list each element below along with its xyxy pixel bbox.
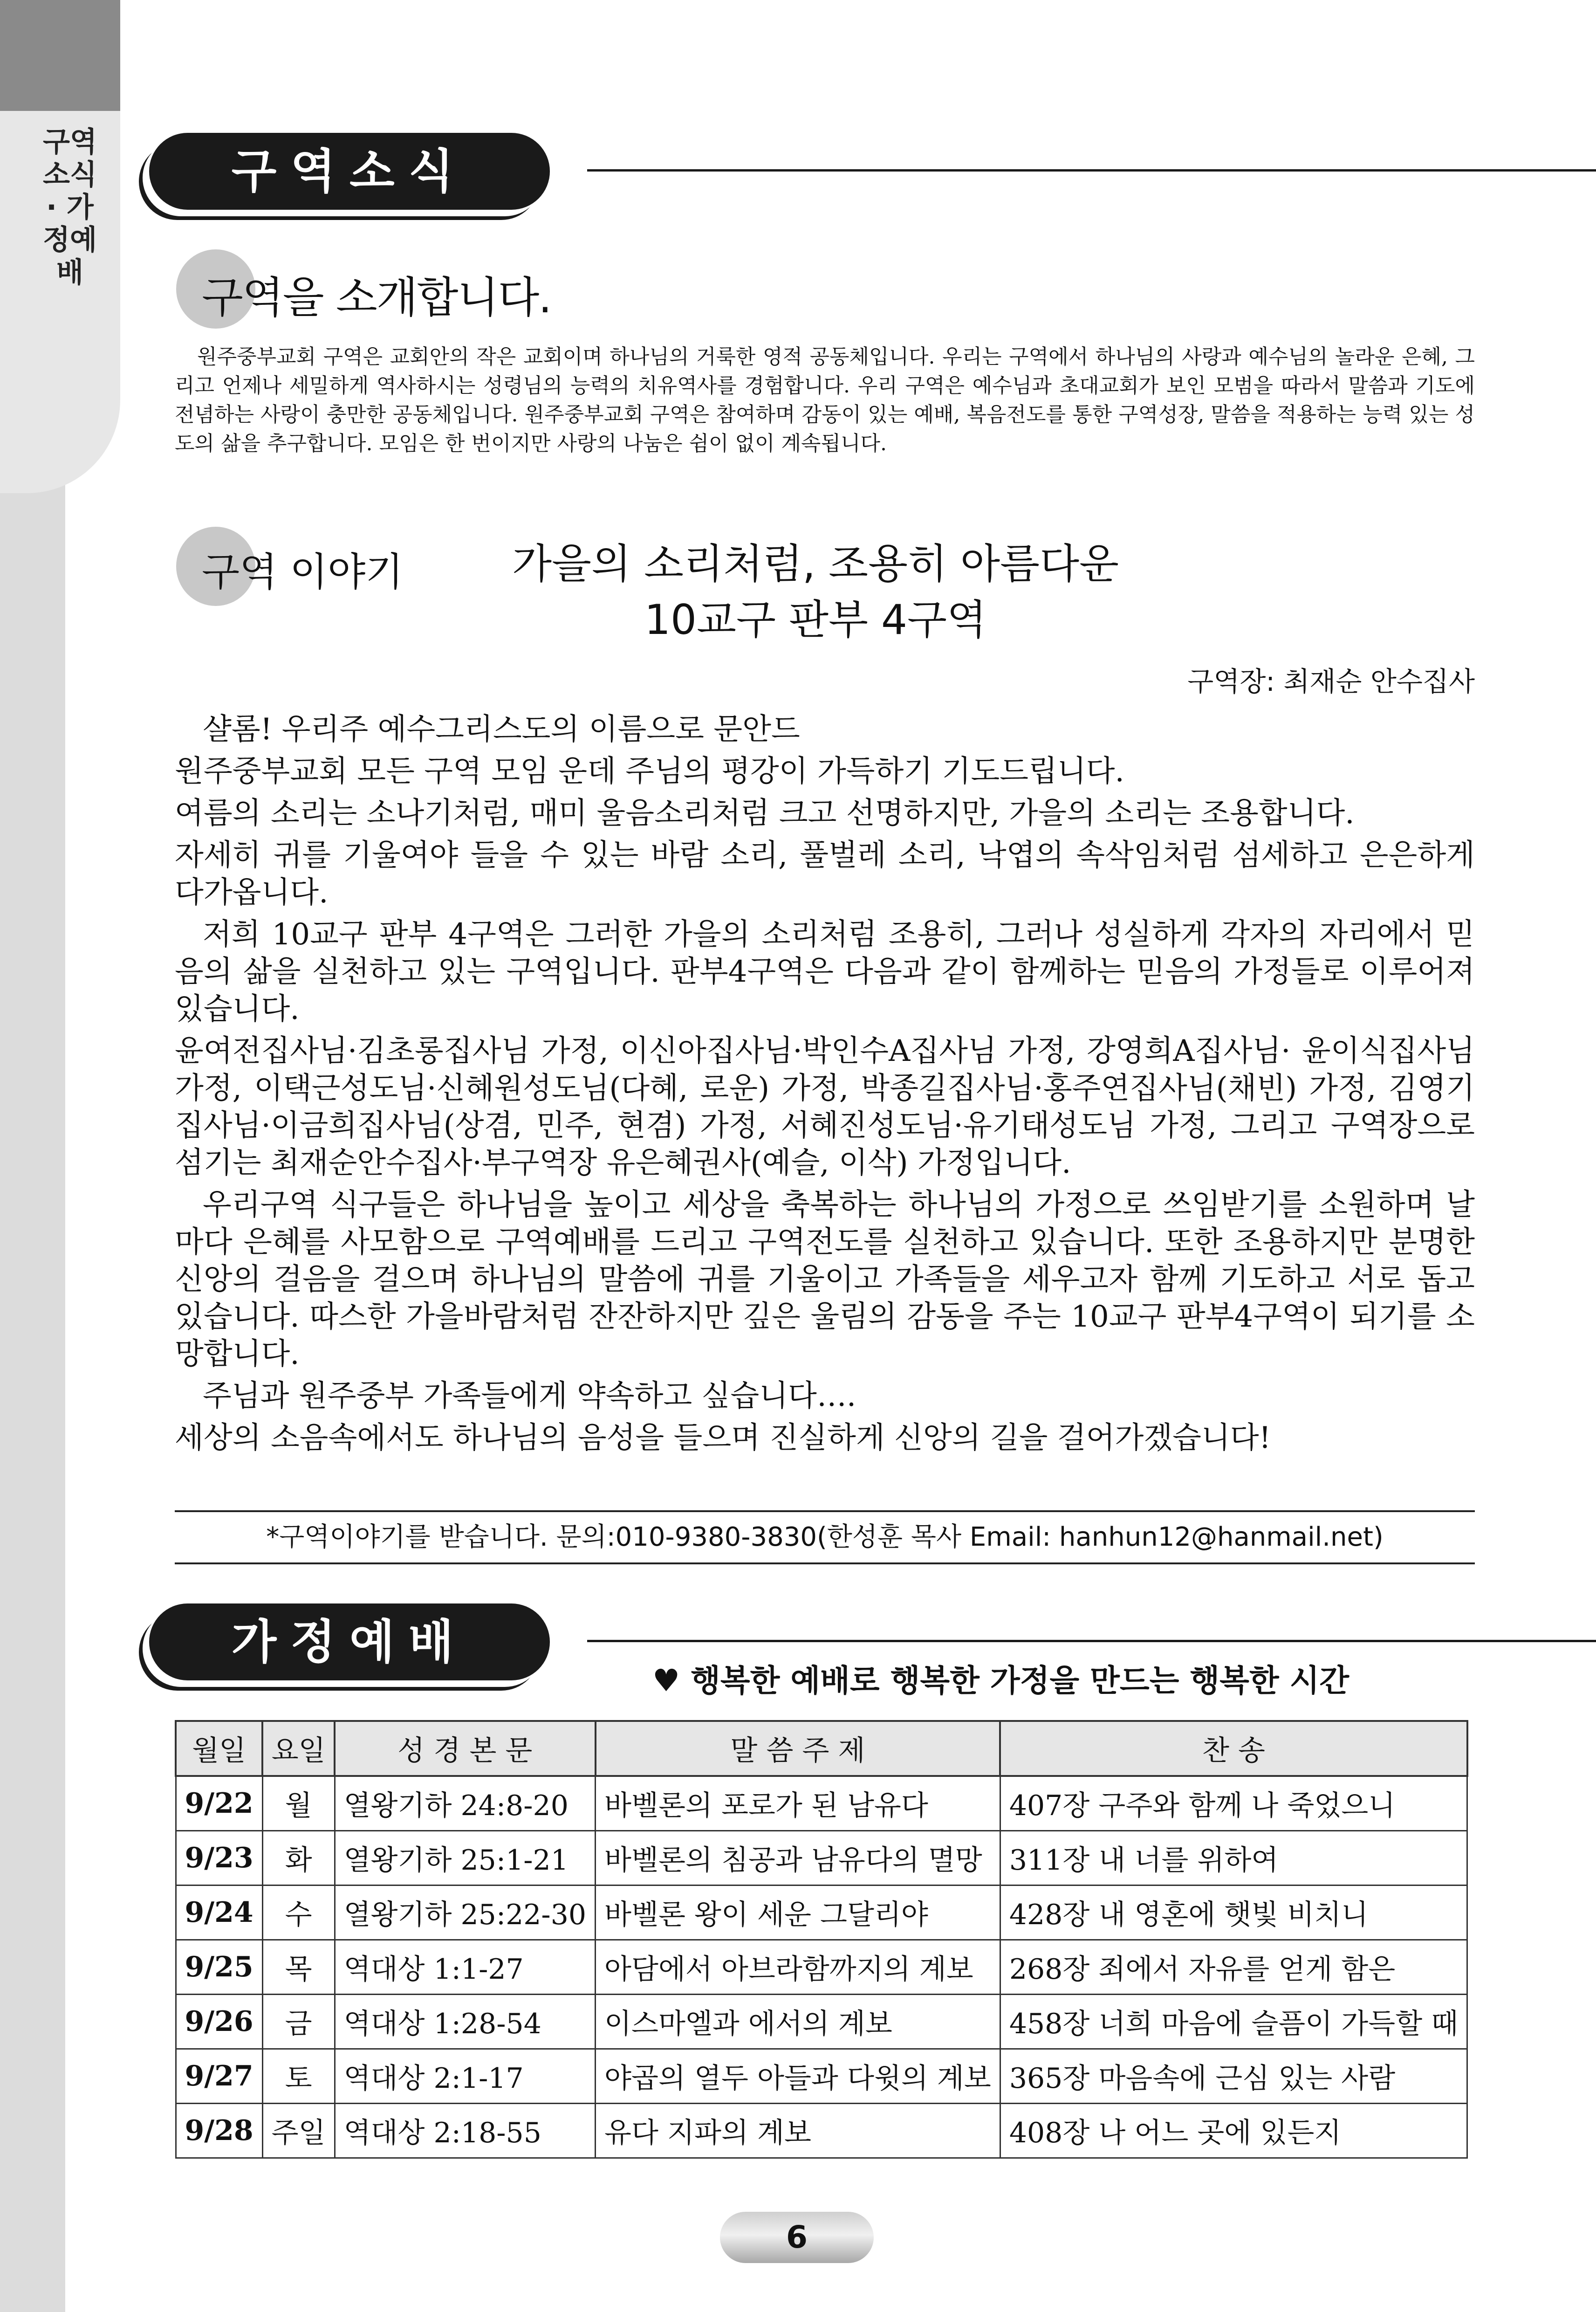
story-paragraph: 우리구역 식구들은 하나님을 높이고 세상을 축복하는 하나님의 가정으로 쓰임받기를 소원하며 날마다 은혜를 사모함으로 구역예배를 드리고 구역전도를 실천하고 있습니다. 또한 조용하지만 분명한 신앙의 걸음을 걸으며 하나님의 말씀에 귀를 기울이고 가족들을 세우고자 함께 기도하고 서로 돕고 있습니다. 따스한 가을바람처럼 잔잔하지만 깊은 울림의 감동을 주는 10교구 판부4구역이 되기를 소망합니다. bbox=[175, 1188, 1475, 1371]
cell-date: 9/23 bbox=[176, 1831, 262, 1885]
district-news-header bbox=[149, 133, 1596, 217]
cell-topic: 이스마엘과 에서의 계보 bbox=[596, 1995, 1000, 2049]
cell-scripture: 역대상 2:1-17 bbox=[335, 2049, 595, 2104]
submission-notice: *구역이야기를 받습니다. 문의:010-9380-3830(한성훈 목사 Email: hanhun12@hanmail.net) bbox=[175, 1510, 1475, 1564]
cell-date: 9/26 bbox=[176, 1995, 262, 2049]
cell-scripture: 열왕기하 25:1-21 bbox=[335, 1831, 595, 1885]
page-number: 6 bbox=[720, 2212, 874, 2263]
cell-topic: 아담에서 아브라함까지의 계보 bbox=[596, 1940, 1000, 1995]
table-row bbox=[176, 2049, 1467, 2104]
story-paragraph: 저희 10교구 판부 4구역은 그러한 가을의 소리처럼 조용히, 그러나 성실하게 각자의 자리에서 믿음의 삶을 실천하고 있는 구역입니다. 판부4구역은 다음과 같이 함께하는 믿음의 가정들로 이루어져있습니다. bbox=[175, 917, 1475, 1026]
cell-hymn: 365장 마음속에 근심 있는 사람 bbox=[1000, 2049, 1467, 2104]
story-paragraph: 샬롬! 우리주 예수그리스도의 이름으로 문안드 bbox=[203, 712, 800, 747]
story-paragraph: 주님과 원주중부 가족들에게 약속하고 싶습니다…. bbox=[203, 1379, 856, 1413]
table-row bbox=[176, 1885, 1467, 1940]
cell-topic: 야곱의 열두 아들과 다윗의 계보 bbox=[596, 2049, 1000, 2104]
story-author: 구역장: 최재순 안수집사 bbox=[1187, 666, 1475, 697]
header-date: 월일 bbox=[176, 1721, 262, 1776]
family-worship-pill bbox=[149, 1603, 550, 1680]
cell-topic: 바벨론의 포로가 된 남유다 bbox=[596, 1776, 1000, 1831]
cell-scripture: 열왕기하 24:8-20 bbox=[335, 1776, 595, 1831]
table-header-row bbox=[176, 1721, 1467, 1776]
cell-topic: 바벨론 왕이 세운 그달리야 bbox=[596, 1885, 1000, 1940]
cell-hymn: 458장 너희 마음에 슬픔이 가득할 때 bbox=[1000, 1995, 1467, 2049]
cell-hymn: 428장 내 영혼에 햇빛 비치니 bbox=[1000, 1885, 1467, 1940]
cell-day: 수 bbox=[262, 1885, 335, 1940]
story-paragraph: 자세히 귀를 기울여야 들을 수 있는 바람 소리, 풀벌레 소리, 낙엽의 속삭임처럼 섬세하고 은은하게 다가옵니다. bbox=[175, 838, 1475, 910]
intro-heading: 구역을 소개합니다. bbox=[202, 273, 551, 323]
table-row bbox=[176, 1940, 1467, 1995]
cell-day: 주일 bbox=[262, 2104, 335, 2158]
district-news-pill bbox=[149, 133, 550, 210]
table-row bbox=[176, 1831, 1467, 1885]
header-divider bbox=[587, 1640, 1596, 1642]
cell-day: 목 bbox=[262, 1940, 335, 1995]
sidebar-top-block bbox=[0, 0, 120, 111]
intro-text: 원주중부교회 구역은 교회안의 작은 교회이며 하나님의 거룩한 영적 공동체입니다. 우리는 구역에서 하나님의 사랑과 예수님의 놀라운 은혜, 그리고 언제나 세밀하게 역사하시는 성령님의 능력의 치유역사를 경험합니다. 우리 구역은 예수님과 초대교회가 보인 모범을 따라서 말씀과 기도에 전념하는 사랑이 충만한 공동체입니다. 원주중부교회 구역은 참여하며 감동이 있는 예배, 복음전도를 통한 구역성장, 말씀을 적용하는 능력 있는 성도의 삶을 추구합니다. 모임은 한 번이지만 사랑의 나눔은 쉼이 없이 계속됩니다. bbox=[175, 345, 1475, 455]
cell-date: 9/25 bbox=[176, 1940, 262, 1995]
story-label: 구역 이야기 bbox=[202, 549, 404, 595]
story-subhead bbox=[176, 527, 456, 601]
story-title bbox=[466, 536, 1165, 648]
cell-date: 9/24 bbox=[176, 1885, 262, 1940]
header-sermon-topic: 말 씀 주 제 bbox=[596, 1721, 1000, 1776]
cell-day: 월 bbox=[262, 1776, 335, 1831]
table-row bbox=[176, 1776, 1467, 1831]
story-paragraph: 여름의 소리는 소나기처럼, 매미 울음소리처럼 크고 선명하지만, 가을의 소리는 조용합니다. bbox=[175, 796, 1355, 831]
cell-date: 9/28 bbox=[176, 2104, 262, 2158]
cell-scripture: 역대상 1:28-54 bbox=[335, 1995, 595, 2049]
story-title-line1: 가을의 소리처럼, 조용히 아름다운 bbox=[512, 540, 1119, 588]
table-row bbox=[176, 1995, 1467, 2049]
header-hymn: 찬 송 bbox=[1000, 1721, 1467, 1776]
story-paragraph: 윤여전집사님·김초롱집사님 가정, 이신아집사님·박인수A집사님 가정, 강영희A집사님· 윤이식집사님 가정, 이택근성도님·신혜원성도님(다혜, 로운) 가정, 박종길집사님·홍주연집사님(채빈) 가정, 김영기집사님·이금희집사님(상겸, 민주, 현겸) 가정, 서혜진성도님·유기태성도님 가정, 그리고 구역장으로 섬기는 최재순안수집사·부구역장 유은혜권사(예슬, 이삭) 가정입니다. bbox=[175, 1034, 1475, 1180]
tagline bbox=[652, 1656, 1349, 1700]
heart-icon: ♥ bbox=[652, 1663, 680, 1699]
sidebar-vertical-label: 구역소식 · 가정예배 bbox=[43, 126, 97, 289]
cell-hymn: 407장 구주와 함께 나 죽었으니 bbox=[1000, 1776, 1467, 1831]
cell-day: 토 bbox=[262, 2049, 335, 2104]
tagline-text: 행복한 예배로 행복한 가정을 만드는 행복한 시간 bbox=[691, 1663, 1349, 1699]
table-row bbox=[176, 2104, 1467, 2158]
cell-day: 금 bbox=[262, 1995, 335, 2049]
cell-date: 9/22 bbox=[176, 1776, 262, 1831]
intro-subhead bbox=[176, 249, 735, 324]
header-day: 요일 bbox=[262, 1721, 335, 1776]
cell-topic: 바벨론의 침공과 남유다의 멸망 bbox=[596, 1831, 1000, 1885]
cell-scripture: 열왕기하 25:22-30 bbox=[335, 1885, 595, 1940]
cell-scripture: 역대상 2:18-55 bbox=[335, 2104, 595, 2158]
header-divider bbox=[587, 169, 1596, 172]
worship-schedule-table bbox=[175, 1720, 1468, 2159]
cell-scripture: 역대상 1:1-27 bbox=[335, 1940, 595, 1995]
cell-hymn: 268장 죄에서 자유를 얻게 함은 bbox=[1000, 1940, 1467, 1995]
family-worship-title: 가정예배 bbox=[231, 1615, 468, 1669]
district-news-title: 구역소식 bbox=[231, 144, 468, 199]
cell-hymn: 408장 나 어느 곳에 있든지 bbox=[1000, 2104, 1467, 2158]
cell-day: 화 bbox=[262, 1831, 335, 1885]
story-paragraph: 원주중부교회 모든 구역 모임 운데 주님의 평강이 가득하기 기도드립니다. bbox=[175, 754, 1124, 789]
story-title-line2: 10교구 판부 4구역 bbox=[644, 596, 986, 644]
cell-hymn: 311장 내 너를 위하여 bbox=[1000, 1831, 1467, 1885]
cell-topic: 유다 지파의 계보 bbox=[596, 2104, 1000, 2158]
header-scripture: 성 경 본 문 bbox=[335, 1721, 595, 1776]
cell-date: 9/27 bbox=[176, 2049, 262, 2104]
story-body bbox=[175, 711, 1475, 1461]
story-paragraph: 세상의 소음속에서도 하나님의 음성을 들으며 진실하게 신앙의 길을 걸어가겠습니다! bbox=[175, 1421, 1271, 1455]
